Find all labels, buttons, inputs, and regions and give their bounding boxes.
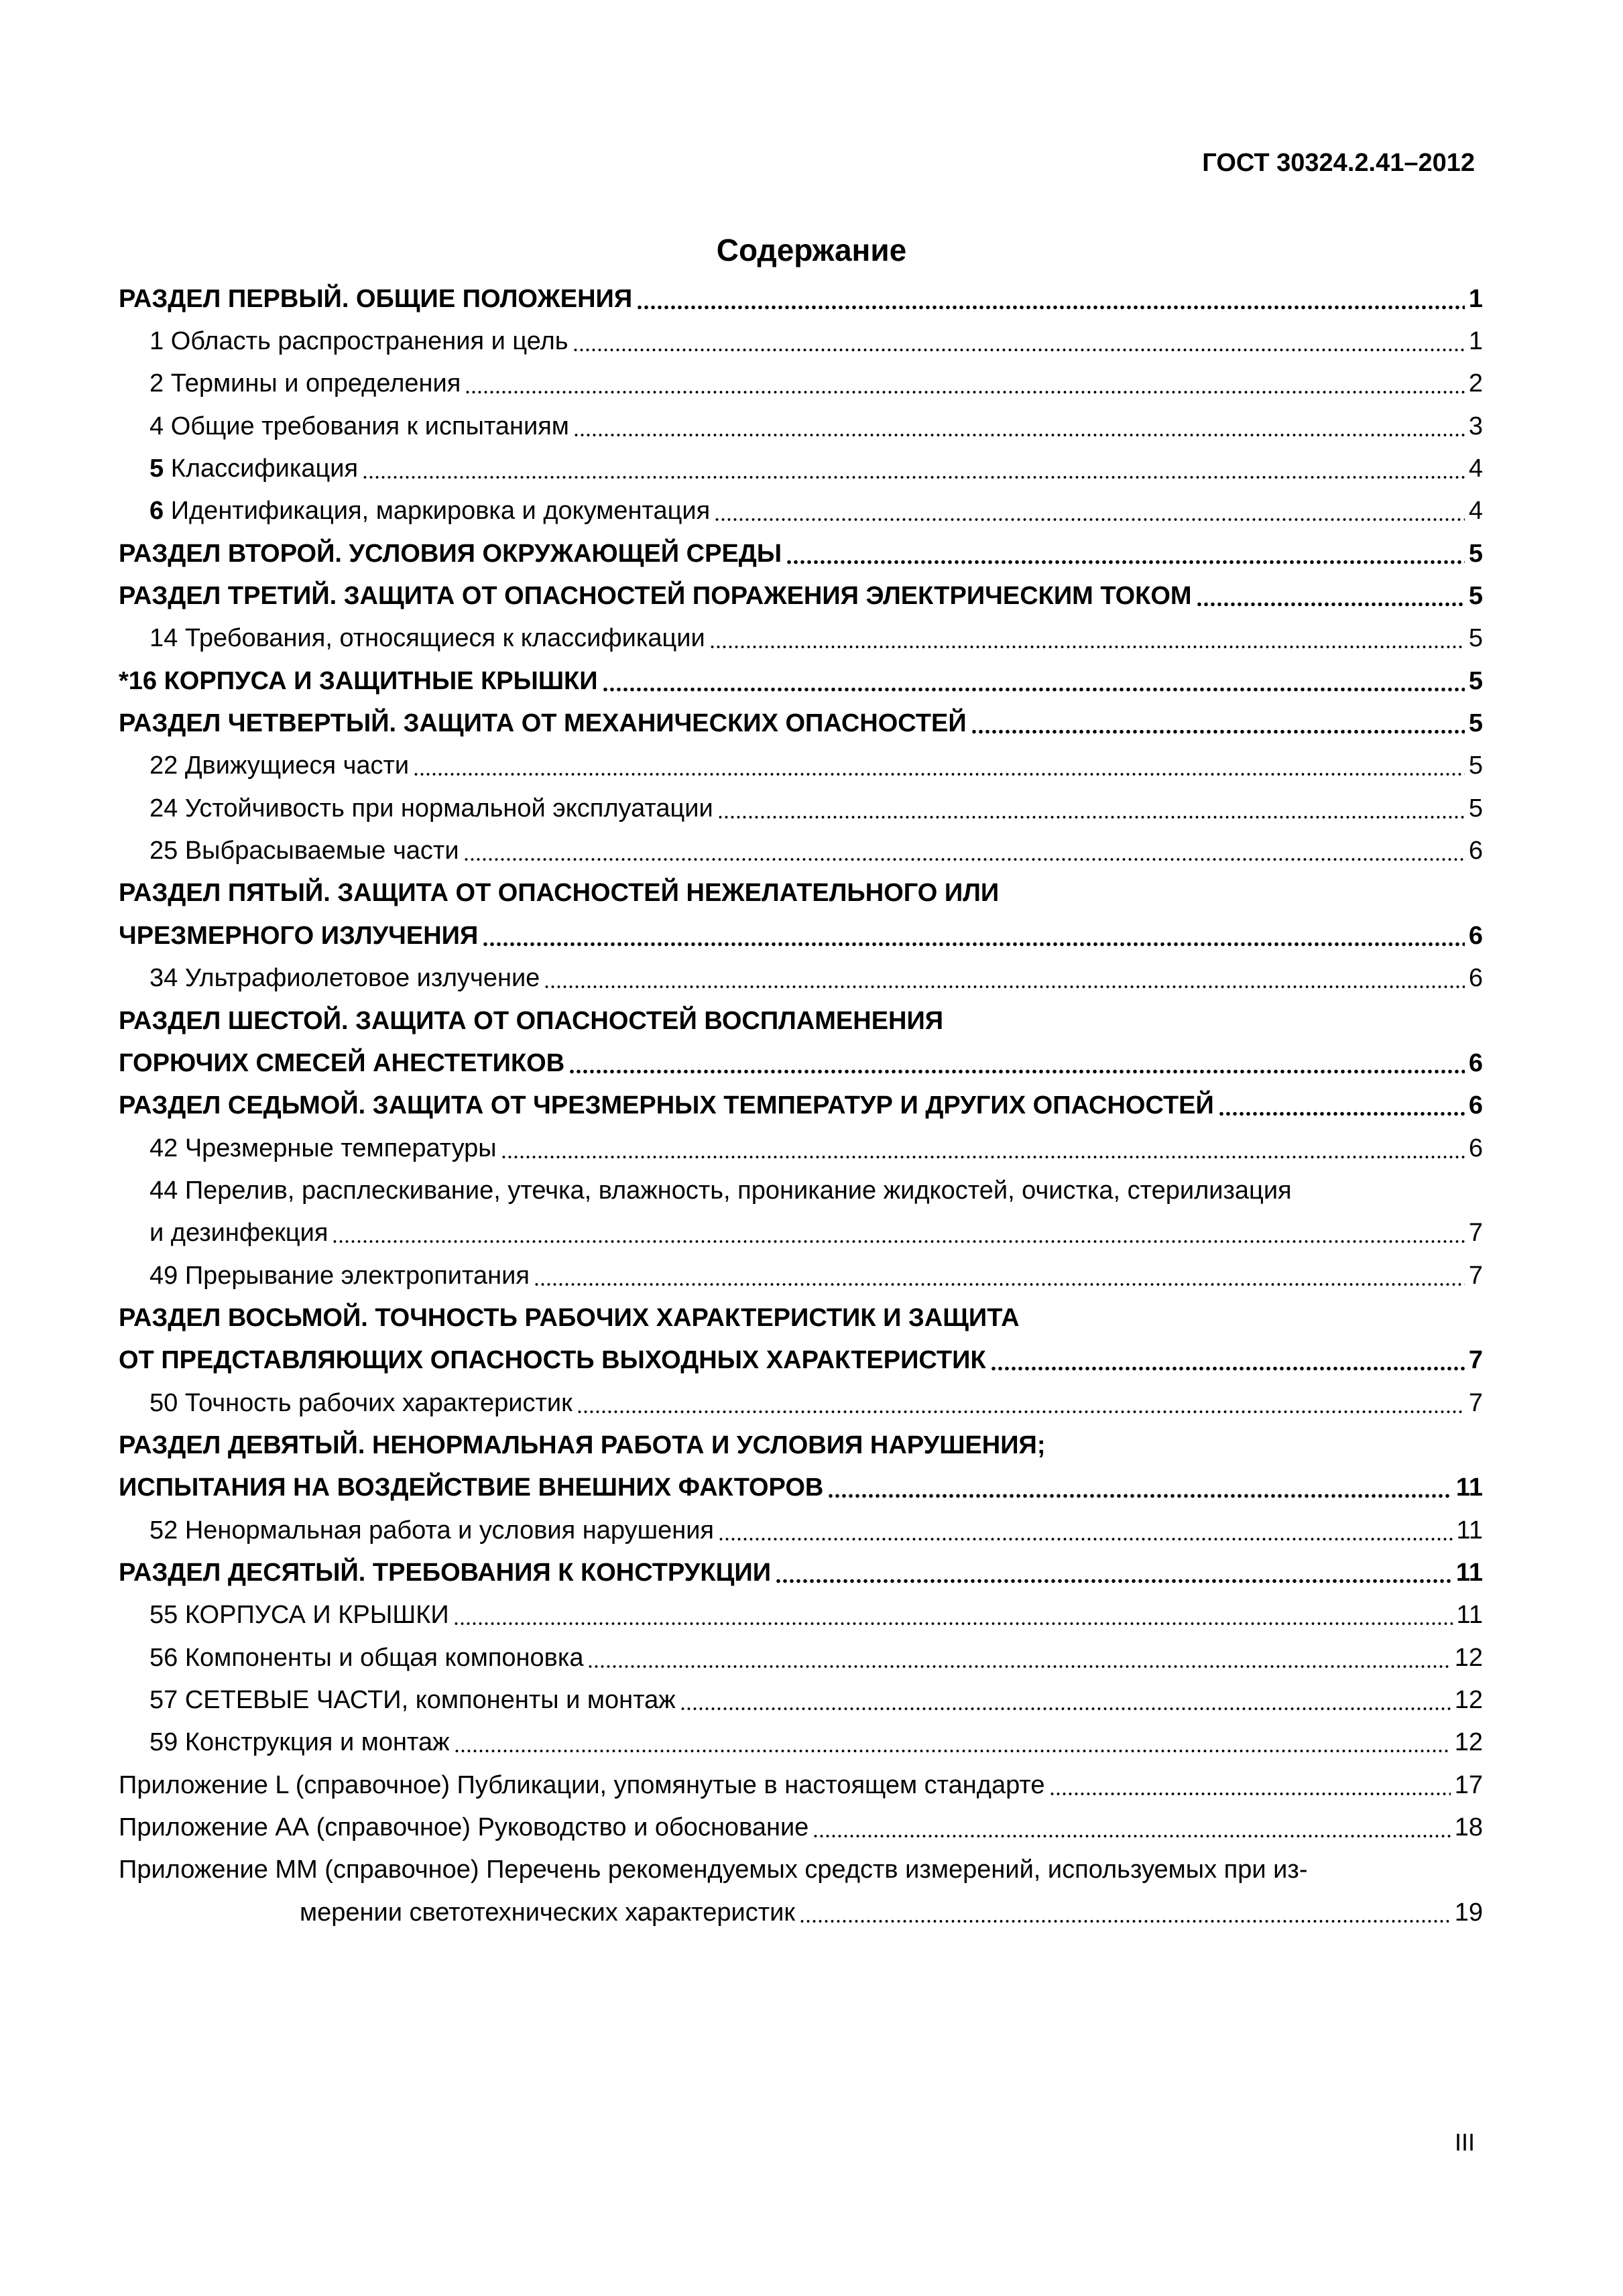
toc-page-number: 6 bbox=[1468, 837, 1483, 865]
toc-entry-title bbox=[149, 1730, 450, 1755]
dot-leader bbox=[799, 1900, 1451, 1925]
toc-entry[interactable] bbox=[119, 1849, 1483, 1891]
toc-entry-title bbox=[149, 965, 540, 991]
toc-entry-title bbox=[149, 1645, 583, 1671]
toc-entry-title bbox=[119, 583, 1192, 609]
toc-entry-title bbox=[119, 1772, 1045, 1798]
toc-entry[interactable] bbox=[119, 1636, 1483, 1679]
toc-entry-title bbox=[119, 541, 782, 566]
toc-entry[interactable] bbox=[119, 702, 1483, 744]
toc-entry[interactable] bbox=[119, 1551, 1483, 1593]
dot-leader bbox=[454, 1730, 1451, 1755]
toc-entry-title bbox=[149, 625, 705, 651]
dot-leader bbox=[568, 1050, 1465, 1076]
toc-entry[interactable] bbox=[119, 787, 1483, 829]
toc-entry-title bbox=[119, 1815, 808, 1840]
toc-entry-title bbox=[149, 1518, 714, 1543]
toc-entry-text: 50 Точность рабочих характеристик bbox=[149, 1388, 573, 1417]
toc-entry-title bbox=[149, 1687, 676, 1713]
toc-entry-title bbox=[300, 1900, 795, 1925]
toc-page-number: 6 bbox=[1468, 1134, 1483, 1162]
toc-entry[interactable] bbox=[119, 1806, 1483, 1848]
dot-leader bbox=[990, 1347, 1465, 1373]
dot-leader bbox=[709, 625, 1465, 651]
toc-page-number: 7 bbox=[1468, 1219, 1483, 1248]
toc-entry-text: 55 КОРПУСА И КРЫШКИ bbox=[149, 1601, 449, 1630]
dot-leader bbox=[718, 1518, 1453, 1543]
dot-leader bbox=[717, 796, 1465, 821]
toc-entry-text: *16 КОРПУСА И ЗАЩИТНЫЕ КРЫШКИ bbox=[119, 666, 598, 695]
toc-entry[interactable] bbox=[119, 617, 1483, 660]
toc-entry-title bbox=[119, 668, 598, 694]
toc-page-number: 5 bbox=[1468, 666, 1483, 695]
toc-page-number: 11 bbox=[1455, 1558, 1483, 1587]
toc-entry-title bbox=[149, 414, 569, 439]
toc-page-number: 3 bbox=[1468, 412, 1483, 440]
dot-leader bbox=[413, 753, 1465, 778]
toc-page-number: 11 bbox=[1455, 1473, 1483, 1502]
toc-entry-text: 42 Чрезмерные температуры bbox=[149, 1134, 497, 1162]
toc-entry-text: РАЗДЕЛ ДЕСЯТЫЙ. ТРЕБОВАНИЯ К КОНСТРУКЦИИ bbox=[119, 1558, 772, 1587]
toc-entry-text: 44 Перелив, расплескивание, утечка, влажность, проникание жидкостей, очистка, стерилизация bbox=[149, 1176, 1292, 1205]
toc-entry-text: Приложение АА (справочное) Руководство и обоснование bbox=[119, 1813, 809, 1842]
toc-entry-title bbox=[149, 456, 358, 481]
toc-entry-title bbox=[149, 328, 568, 354]
dot-leader bbox=[714, 498, 1465, 524]
toc-entry-title bbox=[149, 796, 713, 821]
dot-leader bbox=[786, 541, 1465, 566]
toc-entry-text: 22 Движущиеся части bbox=[149, 751, 410, 780]
toc-entry[interactable] bbox=[119, 1339, 1483, 1382]
toc-page-number: 6 bbox=[1468, 1048, 1483, 1077]
toc-entry-text: РАЗДЕЛ ПЯТЫЙ. ЗАЩИТА ОТ ОПАСНОСТЕЙ НЕЖЕЛАТЕЛЬНОГО ИЛИ bbox=[119, 879, 1000, 908]
toc-page-number: 4 bbox=[1468, 455, 1483, 483]
toc-entry[interactable] bbox=[119, 745, 1483, 787]
toc-entry[interactable] bbox=[119, 405, 1483, 447]
toc-entry-text: Приложение ММ (справочное) Перечень рекомендуемых средств измерений, используемых при из- bbox=[119, 1856, 1308, 1884]
toc-entry[interactable] bbox=[119, 278, 1483, 320]
toc-entry-text: ИСПЫТАНИЯ НА ВОЗДЕЙСТВИЕ ВНЕШНИХ ФАКТОРОВ bbox=[119, 1473, 824, 1502]
toc-entry[interactable] bbox=[119, 490, 1483, 532]
toc-page-number: 17 bbox=[1454, 1770, 1483, 1799]
toc-entry[interactable] bbox=[119, 447, 1483, 489]
toc-entry-text: 57 СЕТЕВЫЕ ЧАСТИ, компоненты и монтаж bbox=[149, 1686, 676, 1715]
toc-entry-text: РАЗДЕЛ ЧЕТВЕРТЫЙ. ЗАЩИТА ОТ МЕХАНИЧЕСКИХ ОПАСНОСТЕЙ bbox=[119, 709, 967, 738]
toc-entry[interactable] bbox=[119, 1169, 1483, 1211]
dot-leader bbox=[587, 1645, 1450, 1671]
toc-entry-title bbox=[149, 371, 461, 396]
toc-entry[interactable] bbox=[119, 1296, 1483, 1339]
toc-entry[interactable] bbox=[119, 1424, 1483, 1466]
toc-page-number: 11 bbox=[1456, 1516, 1483, 1545]
dot-leader bbox=[775, 1560, 1452, 1585]
toc-entry[interactable] bbox=[119, 957, 1483, 1000]
toc-entry[interactable] bbox=[119, 1000, 1483, 1042]
toc-page-number: 6 bbox=[1468, 964, 1483, 993]
toc-entry-text: 4 Общие требования к испытаниям bbox=[149, 412, 569, 440]
toc-entry-title bbox=[119, 1857, 1307, 1882]
toc-entry-title bbox=[119, 1560, 771, 1585]
toc-entry[interactable] bbox=[119, 1127, 1483, 1169]
toc-page-number: 7 bbox=[1468, 1346, 1483, 1375]
toc-page-number: 6 bbox=[1468, 1091, 1483, 1120]
standard-number: ГОСТ 30324.2.41–2012 bbox=[1202, 149, 1475, 177]
toc-entry-text: 14 Требования, относящиеся к классификации bbox=[149, 624, 705, 653]
dot-leader bbox=[482, 923, 1465, 949]
toc-entry[interactable] bbox=[119, 1679, 1483, 1721]
toc-page-number: 1 bbox=[1468, 284, 1483, 313]
toc-entry-title bbox=[119, 286, 632, 312]
page-number: III bbox=[1454, 2128, 1475, 2156]
toc-entry-title bbox=[149, 753, 409, 778]
dot-leader bbox=[463, 838, 1465, 863]
toc-entry[interactable] bbox=[119, 575, 1483, 617]
toc-entry-text: ЧРЕЗМЕРНОГО ИЗЛУЧЕНИЯ bbox=[119, 921, 479, 950]
toc-entry-text: 34 Ультрафиолетовое излучение bbox=[149, 964, 540, 993]
toc-entry-text: Приложение L (справочное) Публикации, упомянутые в настоящем стандарте bbox=[119, 1770, 1045, 1799]
toc-entry[interactable] bbox=[119, 872, 1483, 914]
toc-entry-title bbox=[119, 1347, 986, 1373]
toc-entry-text: Идентификация, маркировка и документация bbox=[164, 497, 711, 526]
toc-entry-title bbox=[119, 1093, 1214, 1118]
dot-leader bbox=[465, 371, 1465, 396]
toc-entry-number: 5 bbox=[149, 455, 164, 483]
toc-entry[interactable] bbox=[119, 1764, 1483, 1806]
toc-entry-title bbox=[119, 1008, 943, 1034]
toc-page-number: 18 bbox=[1454, 1813, 1483, 1842]
toc-entry[interactable] bbox=[119, 363, 1483, 405]
dot-leader bbox=[1196, 583, 1465, 609]
toc-entry[interactable] bbox=[119, 1594, 1483, 1636]
table-of-contents bbox=[119, 278, 1483, 1933]
toc-entry-title bbox=[149, 1136, 497, 1161]
dot-leader bbox=[1218, 1093, 1465, 1118]
toc-entry-title bbox=[149, 1178, 1292, 1203]
toc-entry-title bbox=[119, 880, 999, 906]
toc-entry-text: 59 Конструкция и монтаж bbox=[149, 1728, 450, 1757]
toc-page-number: 5 bbox=[1468, 751, 1483, 780]
toc-entry-title bbox=[119, 1305, 1020, 1331]
toc-page-number: 12 bbox=[1454, 1643, 1483, 1672]
dot-leader bbox=[1049, 1772, 1451, 1798]
toc-entry-title bbox=[119, 1050, 564, 1076]
toc-entry-text: ГОРЮЧИХ СМЕСЕЙ АНЕСТЕТИКОВ bbox=[119, 1048, 565, 1077]
toc-page-number: 5 bbox=[1468, 709, 1483, 738]
toc-entry-text: 25 Выбрасываемые части bbox=[149, 837, 459, 865]
toc-page-number: 5 bbox=[1468, 624, 1483, 653]
toc-entry-title bbox=[149, 1263, 530, 1288]
toc-page-number: 7 bbox=[1468, 1261, 1483, 1290]
toc-entry-title bbox=[119, 711, 967, 736]
toc-title: Содержание bbox=[716, 233, 907, 267]
dot-leader bbox=[362, 456, 1465, 481]
dot-leader bbox=[602, 668, 1465, 694]
dot-leader bbox=[680, 1687, 1451, 1713]
toc-entry[interactable] bbox=[119, 829, 1483, 871]
dot-leader bbox=[577, 1390, 1465, 1416]
dot-leader bbox=[534, 1263, 1465, 1288]
toc-entry-text: ОТ ПРЕДСТАВЛЯЮЩИХ ОПАСНОСТЬ ВЫХОДНЫХ ХАРАКТЕРИСТИК bbox=[119, 1346, 986, 1375]
toc-entry[interactable] bbox=[119, 532, 1483, 575]
toc-entry[interactable] bbox=[119, 1891, 1483, 1933]
toc-page-number: 7 bbox=[1468, 1388, 1483, 1417]
dot-leader bbox=[573, 328, 1465, 354]
toc-entry-text: Классификация bbox=[164, 455, 359, 483]
toc-entry-text: мерении светотехнических характеристик bbox=[300, 1898, 796, 1927]
toc-entry-text: 24 Устойчивость при нормальной эксплуатации bbox=[149, 794, 713, 823]
toc-entry[interactable] bbox=[119, 1467, 1483, 1509]
toc-page-number: 11 bbox=[1456, 1601, 1483, 1630]
toc-entry-text: РАЗДЕЛ ШЕСТОЙ. ЗАЩИТА ОТ ОПАСНОСТЕЙ ВОСПЛАМЕНЕНИЯ bbox=[119, 1006, 944, 1035]
toc-entry-text: 2 Термины и определения bbox=[149, 369, 461, 398]
dot-leader bbox=[544, 965, 1465, 991]
dot-leader bbox=[573, 414, 1465, 439]
toc-entry-text: РАЗДЕЛ ПЕРВЫЙ. ОБЩИЕ ПОЛОЖЕНИЯ bbox=[119, 284, 633, 313]
toc-entry[interactable] bbox=[119, 1212, 1483, 1254]
dot-leader bbox=[971, 711, 1465, 736]
toc-page-number: 12 bbox=[1454, 1686, 1483, 1715]
toc-entry-text: 52 Ненормальная работа и условия нарушения bbox=[149, 1516, 715, 1545]
toc-page-number: 6 bbox=[1468, 921, 1483, 950]
toc-entry[interactable] bbox=[119, 1382, 1483, 1424]
toc-page-number: 4 bbox=[1468, 497, 1483, 526]
dot-leader bbox=[453, 1602, 1453, 1628]
toc-entry-title bbox=[149, 498, 710, 524]
toc-page-number: 5 bbox=[1468, 539, 1483, 568]
toc-entry[interactable] bbox=[119, 320, 1483, 362]
toc-entry[interactable] bbox=[119, 1042, 1483, 1084]
toc-entry-title bbox=[119, 923, 478, 949]
toc-entry[interactable] bbox=[119, 660, 1483, 702]
toc-entry-text: и дезинфекция bbox=[149, 1219, 328, 1248]
toc-page-number: 12 bbox=[1454, 1728, 1483, 1757]
toc-entry-title bbox=[149, 1390, 573, 1416]
toc-entry-title bbox=[119, 1475, 823, 1500]
toc-entry-title bbox=[149, 1602, 449, 1628]
dot-leader bbox=[813, 1815, 1450, 1840]
toc-entry-title bbox=[119, 1433, 1046, 1458]
toc-entry-title bbox=[149, 838, 459, 863]
toc-entry-number: 6 bbox=[149, 497, 164, 526]
dot-leader bbox=[636, 286, 1465, 312]
dot-leader bbox=[332, 1220, 1464, 1246]
toc-entry[interactable] bbox=[119, 1254, 1483, 1296]
dot-leader bbox=[501, 1136, 1465, 1161]
toc-entry-text: РАЗДЕЛ ТРЕТИЙ. ЗАЩИТА ОТ ОПАСНОСТЕЙ ПОРАЖЕНИЯ ЭЛЕКТРИЧЕСКИМ ТОКОМ bbox=[119, 582, 1192, 611]
toc-entry[interactable] bbox=[119, 1721, 1483, 1764]
toc-page-number: 5 bbox=[1468, 582, 1483, 611]
toc-entry-text: 56 Компоненты и общая компоновка bbox=[149, 1643, 584, 1672]
toc-entry-text: 49 Прерывание электропитания bbox=[149, 1261, 530, 1290]
toc-entry-text: РАЗДЕЛ ДЕВЯТЫЙ. НЕНОРМАЛЬНАЯ РАБОТА И УСЛОВИЯ НАРУШЕНИЯ; bbox=[119, 1431, 1046, 1459]
toc-entry[interactable] bbox=[119, 1085, 1483, 1127]
toc-page-number: 2 bbox=[1468, 369, 1483, 398]
toc-entry-title bbox=[149, 1220, 328, 1246]
toc-entry-text: РАЗДЕЛ ВОСЬМОЙ. ТОЧНОСТЬ РАБОЧИХ ХАРАКТЕРИСТИК И ЗАЩИТА bbox=[119, 1303, 1020, 1332]
toc-page-number: 1 bbox=[1468, 327, 1483, 356]
toc-entry[interactable] bbox=[119, 914, 1483, 957]
toc-entry-text: РАЗДЕЛ СЕДЬМОЙ. ЗАЩИТА ОТ ЧРЕЗМЕРНЫХ ТЕМПЕРАТУР И ДРУГИХ ОПАСНОСТЕЙ bbox=[119, 1091, 1214, 1120]
toc-page-number: 19 bbox=[1454, 1898, 1483, 1927]
toc-entry-text: РАЗДЕЛ ВТОРОЙ. УСЛОВИЯ ОКРУЖАЮЩЕЙ СРЕДЫ bbox=[119, 539, 782, 568]
toc-entry[interactable] bbox=[119, 1509, 1483, 1551]
toc-page-number: 5 bbox=[1468, 794, 1483, 823]
toc-entry-text: 1 Область распространения и цель bbox=[149, 327, 568, 356]
dot-leader bbox=[827, 1475, 1451, 1500]
